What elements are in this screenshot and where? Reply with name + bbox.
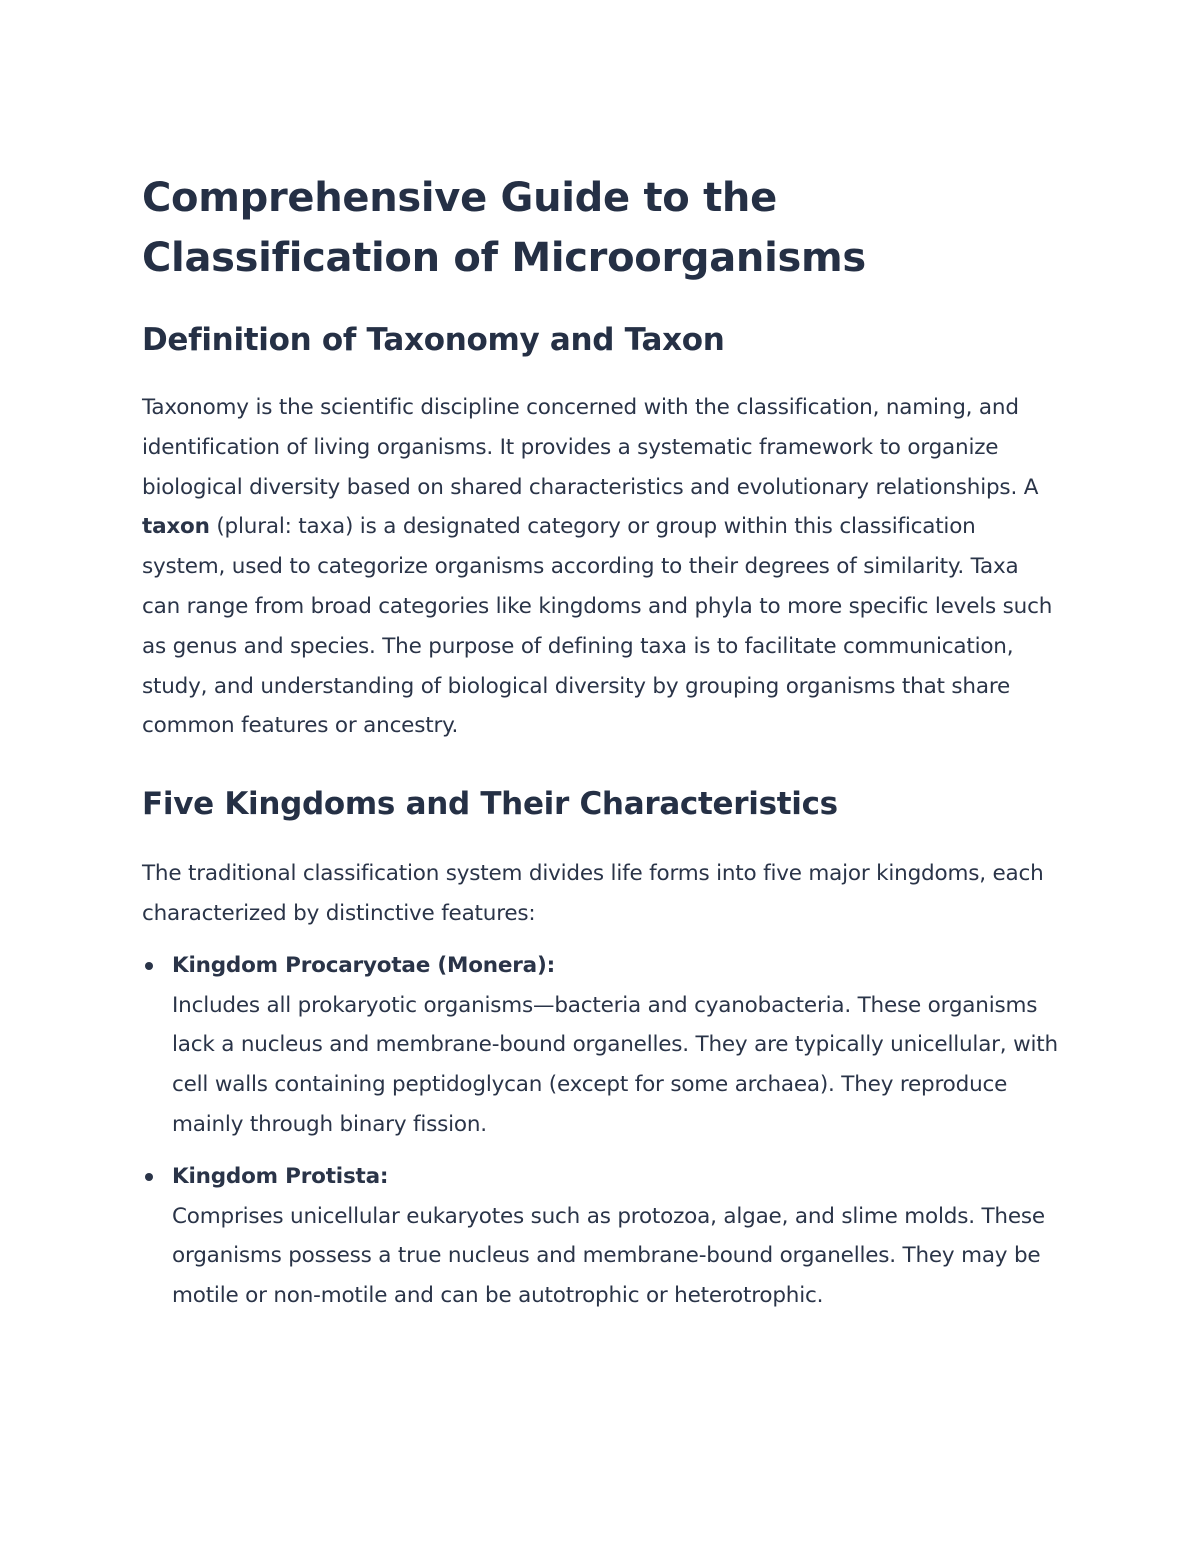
- list-item-protista: [142, 1157, 1062, 1316]
- kingdoms-intro: The traditional classification system divides life forms into five major kingdoms, each characterized by distinctive features:: [142, 861, 1044, 926]
- bullet-icon: [145, 1173, 153, 1181]
- document-page: [142, 168, 1062, 1316]
- kingdom-description: Comprises unicellular eukaryotes such as protozoa, algae, and slime molds. These organisms possess a true nucleus and membrane-bound organelles. They may be motile or non-motile and can be autotrophic or heterotrophic.: [172, 1203, 1045, 1309]
- section-heading-taxonomy: Definition of Taxonomy and Taxon: [142, 322, 725, 358]
- list-item-monera: [142, 946, 1062, 1145]
- taxonomy-text-end: (plural: taxa) is a designated category or group within this classification system, used to categorize organisms according to their degrees of similarity. Taxa can range from broad categories like kingdoms and phyla to more specific levels such as genus and species. The purpose of defining taxa is to facilitate communication, study, and understanding of biological diversity by grouping organisms that share common features or ancestry.: [142, 514, 1053, 739]
- bullet-icon: [145, 962, 153, 970]
- kingdom-title: Kingdom Procaryotae (Monera):: [172, 952, 556, 978]
- taxonomy-paragraph: [142, 388, 1062, 746]
- document-title-line-2: Classification of Microorganisms: [142, 235, 866, 281]
- kingdom-list: [142, 946, 1062, 1316]
- section-heading-kingdoms: Five Kingdoms and Their Characteristics: [142, 786, 838, 823]
- document-title: [142, 168, 1062, 288]
- kingdom-description: Includes all prokaryotic organisms—bacteria and cyanobacteria. These organisms lack a nucleus and membrane-bound organelles. They are typically unicellular, with cell walls containing peptidoglycan (except for some archaea). They reproduce mainly through binary fission.: [172, 992, 1058, 1137]
- kingdom-title: Kingdom Protista:: [172, 1163, 389, 1189]
- document-title-line-1: Comprehensive Guide to the: [142, 175, 777, 221]
- taxonomy-text-start: Taxonomy is the scientific discipline concerned with the classification, naming, and identification of living organisms. It provides a systematic framework to organize biological diversity based on shared characteristics and evolutionary relationships. A: [142, 395, 1039, 500]
- taxon-term: taxon: [142, 514, 210, 540]
